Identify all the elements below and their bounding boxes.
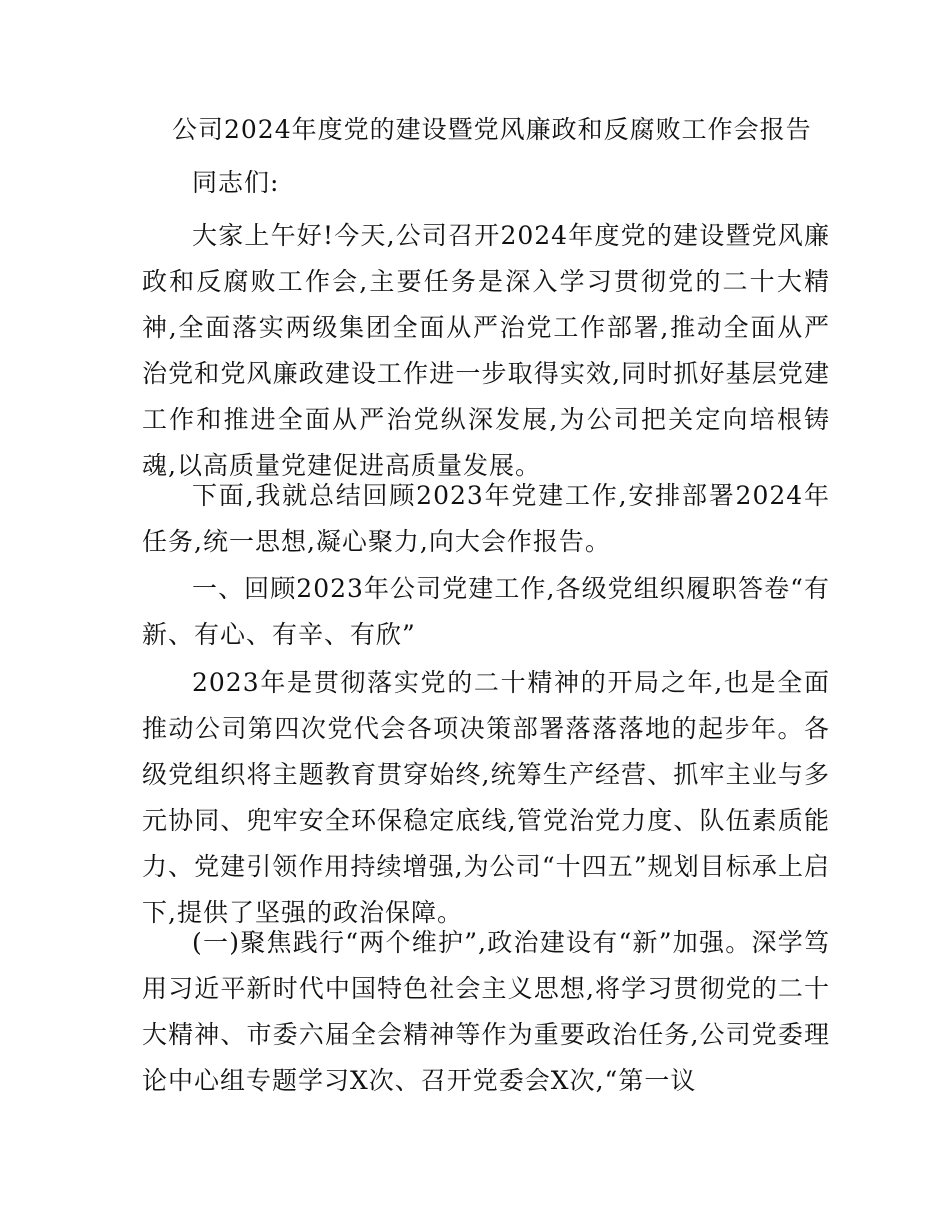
salutation: 同志们: — [192, 168, 280, 197]
document-title: 公司2024年度党的建设暨党风廉政和反腐败工作会报告 — [172, 115, 812, 144]
paragraph-2023-summary: 2023年是贯彻落实党的二十精神的开局之年,也是全面推动公司第四次党代会各项决策部署落落落地的起步年。各级党组织将主题教育贯穿始终,统筹生产经营、抓牢主业与多元协同、兜牢安全环保稳定底线,管党治党力度、队伍素质能力、党建引领作用持续增强,为公司“十四五”规划目标承上启下,提供了坚强的政治保障。 — [142, 668, 830, 927]
paragraph-political-building: (一)聚焦践行“两个维护”,政治建设有“新”加强。深学笃用习近平新时代中国特色社会主义思想,将学习贯彻党的二十大精神、市委六届全会精神等作为重要政治任务,公司党委理论中心组专题学习X次、召开党委会X次,“第一议 — [142, 928, 830, 1095]
paragraph-agenda: 下面,我就总结回顾2023年党建工作,安排部署2024年任务,统一思想,凝心聚力,向大会作报告。 — [142, 481, 830, 556]
paragraph-opening: 大家上午好!今天,公司召开2024年度党的建设暨党风廉政和反腐败工作会,主要任务是深入学习贯彻党的二十大精神,全面落实两级集团全面从严治党工作部署,推动全面从严治党和党风廉政建设工作进一步取得实效,同时抓好基层党建工作和推进全面从严治党纵深发展,为公司把关定向培根铸魂,以高质量党建促进高质量发展。 — [142, 221, 830, 480]
section-heading-1: 一、回顾2023年公司党建工作,各级党组织履职答卷“有新、有心、有辛、有欣” — [142, 574, 830, 649]
